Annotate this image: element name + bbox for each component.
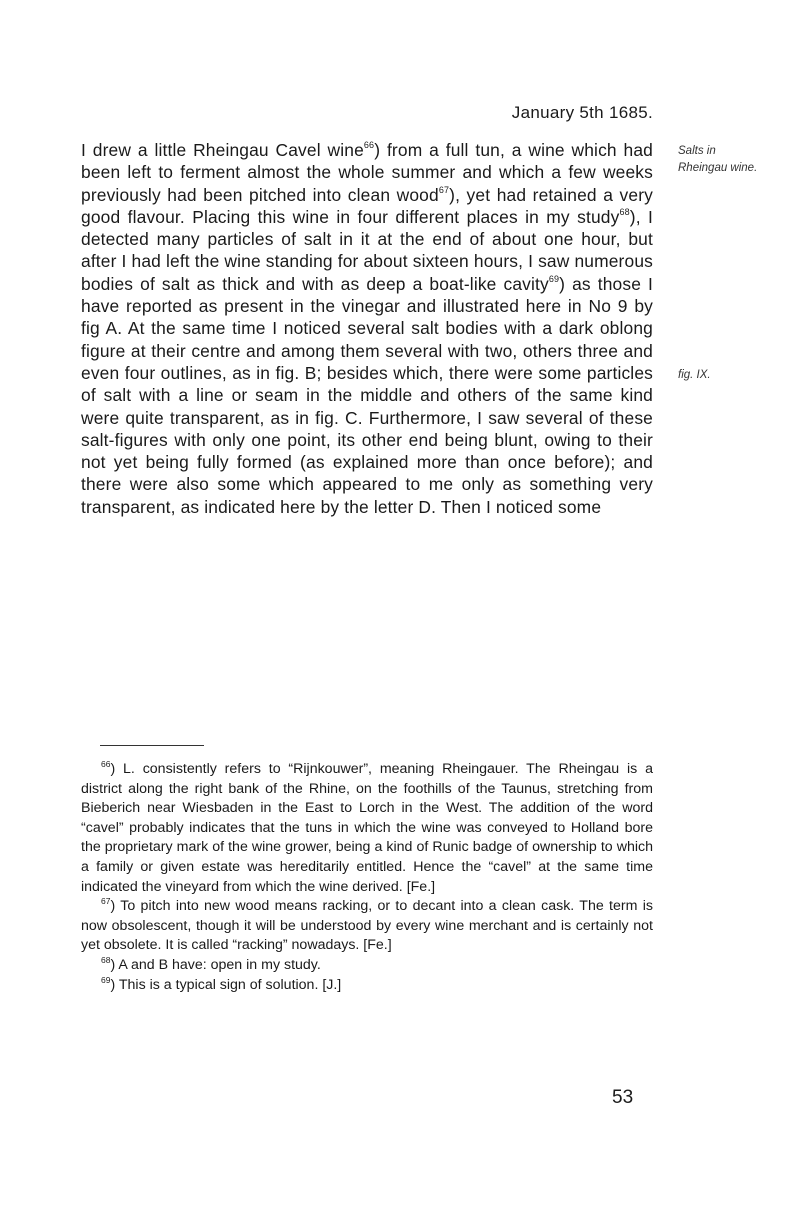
footnote-ref-66[interactable]: 66 <box>363 140 375 150</box>
text-run: ), I detected many particles of salt in it at the end of about one hour, but after I had left the wine standing for about sixteen hours, I saw numerous bodies of salt as thick and with as deep a boat-like cavity <box>81 206 653 294</box>
footnote-ref-68[interactable]: 68 <box>619 206 630 217</box>
footnote-text: ) To pitch into new wood means racking, or to decant into a clean cask. The term is now obsolescent, though it will be understood by every wine merchant and is certainly not yet obsolete. It is called “racking” nowadays. [Fe.] <box>81 898 653 954</box>
main-text <box>81 139 653 518</box>
running-head: January 5th 1685. <box>511 103 653 122</box>
footnote-divider <box>100 745 204 746</box>
footnote-text: ) A and B have: open in my study. <box>110 956 321 973</box>
footnote-number: 67 <box>101 896 111 907</box>
margin-note-line: Salts in <box>678 145 716 157</box>
footnote-number: 66 <box>101 759 111 769</box>
footnote-66 <box>81 760 653 897</box>
text-run: I drew a little Rheingau Cavel wine <box>81 140 364 160</box>
footnote-number: 69 <box>101 974 111 985</box>
footnote-69 <box>81 976 653 996</box>
footnote-text: ) L. consistently refers to “Rijnkouwer”, meaning Rheingauer. The Rheingau is a district along the right bank of the Rhine, on the foothills of the Taunus, stretching from Bieberich near Wiesbaden in the East to Lorch in the West. The addition of the word “cavel” probably indicates that the tuns in which the wine was conveyed to Holland bore the proprietary mark of the wine grower, being a kind of Runic badge of ownership to which a family or given estate was hereditarily entitled. Hence the “cavel” at the same time indicated the vineyard from which the wine derived. [Fe.] <box>81 761 653 895</box>
footnotes <box>81 760 653 995</box>
footnote-68 <box>81 956 653 976</box>
text-run: ) from a full tun, a wine which had been left to ferment almost the whole summer and which a few weeks previously had been pitched into clean wood <box>81 140 653 205</box>
footnote-67 <box>81 897 653 956</box>
footnote-text: ) This is a typical sign of solution. [J.] <box>110 976 342 993</box>
footnote-ref-67[interactable]: 67 <box>438 184 450 195</box>
footnote-ref-69[interactable]: 69 <box>548 273 560 284</box>
page-number: 53 <box>612 1087 634 1108</box>
margin-note-salts <box>678 143 757 177</box>
footnote-number: 68 <box>101 954 111 965</box>
text-run: ) as those I have reported as present in the vinegar and illustrated here in No 9 by fig A. At the same time I noticed several salt bodies with a dark oblong figure at their centre and among them several with two, others three and even four outlines, as in fig. B; besides which, there were some particles of salt with a line or seam in the middle and others of the same kind were quite transparent, as in fig. C. Furthermore, I saw several of these salt-figures with only one point, its other end being blunt, owing to their not yet being fully formed (as explained more than once before); and there were also some which appeared to me only as something very transparent, as indicated here by the letter D. Then I noticed some <box>81 273 653 517</box>
margin-note-line: Rheingau wine. <box>678 162 758 174</box>
text-run: ), yet had retained a very good flavour. Placing this wine in four different places in my study <box>81 184 653 227</box>
margin-note-fig: fig. IX. <box>678 369 711 381</box>
